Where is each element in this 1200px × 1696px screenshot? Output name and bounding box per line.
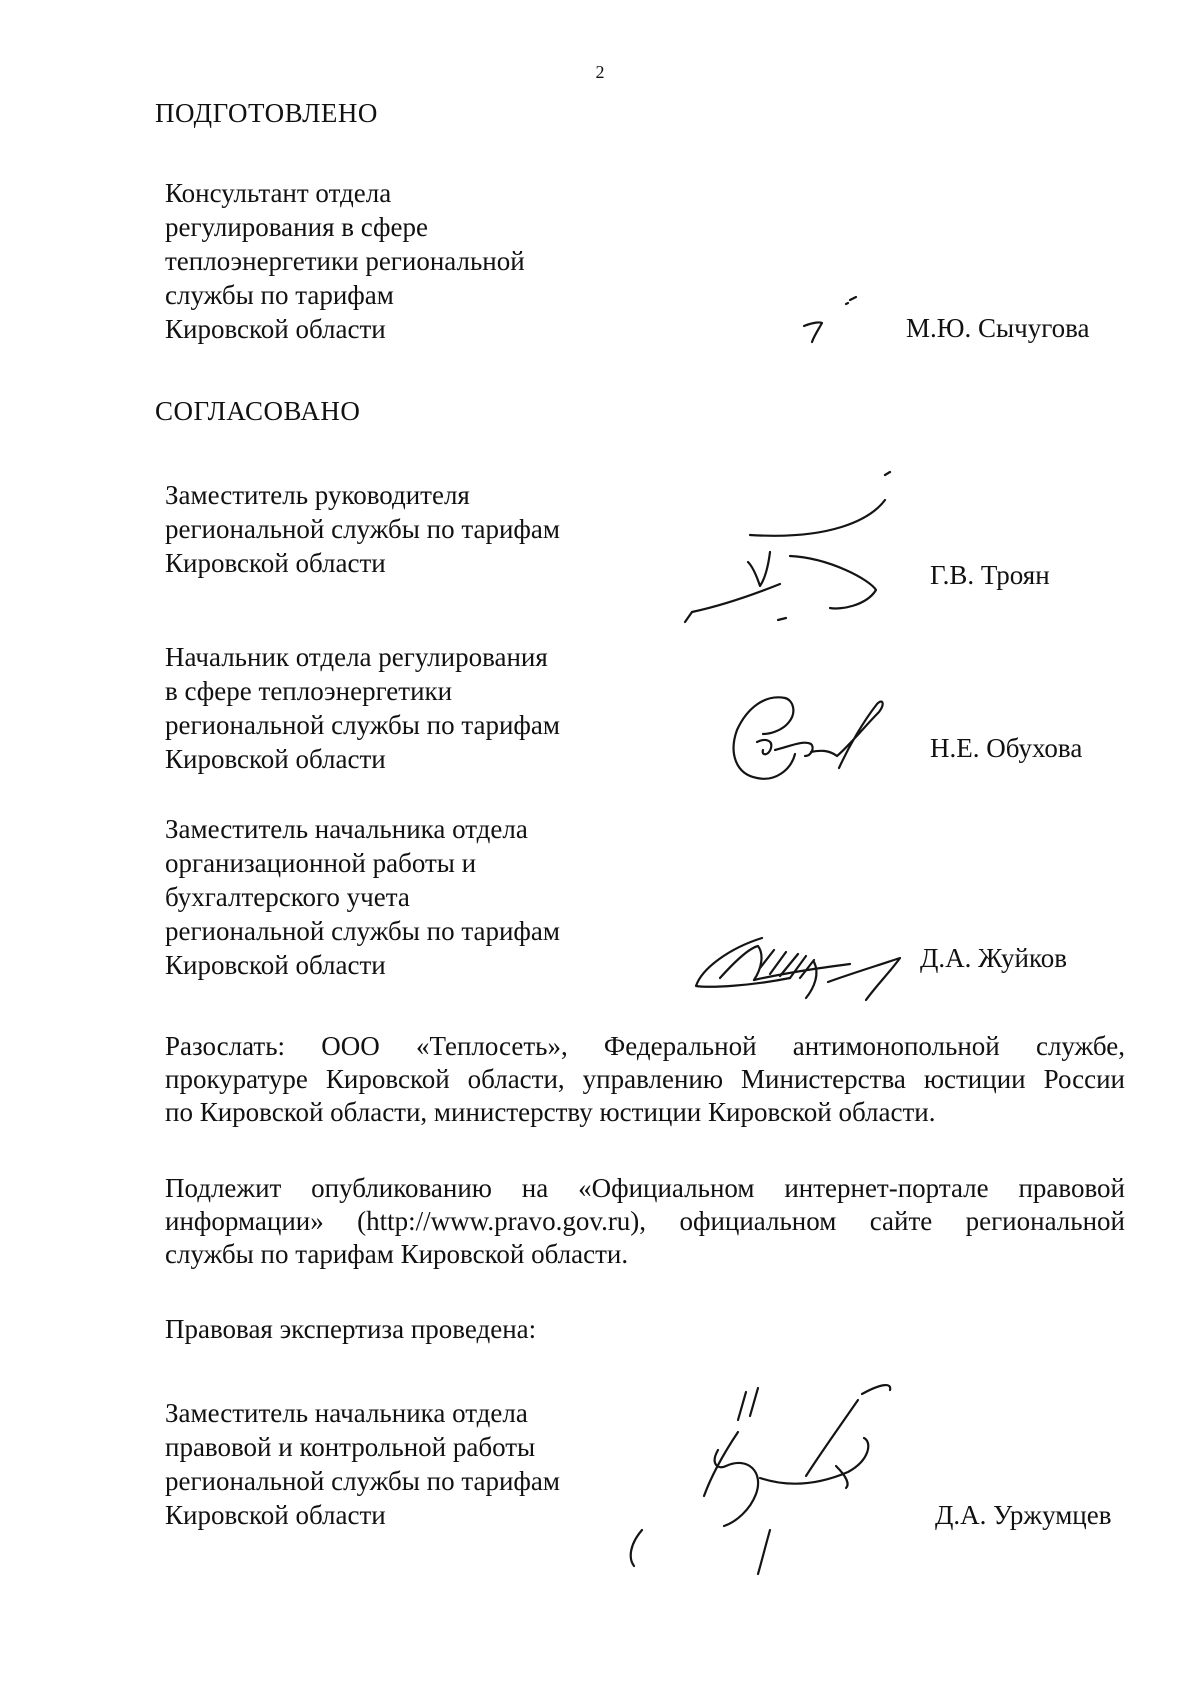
agreed-signer-title-line: организационной работы и bbox=[165, 848, 477, 878]
agreed-heading: СОГЛАСОВАНО bbox=[155, 396, 361, 426]
prepared-title-line: службы по тарифам bbox=[165, 280, 394, 310]
legal-review-title-line: Заместитель начальника отдела bbox=[165, 1398, 528, 1428]
signature-sychugova bbox=[790, 286, 860, 346]
legal-review-title-line: Кировской области bbox=[165, 1500, 386, 1530]
prepared-heading: ПОДГОТОВЛЕНО bbox=[155, 98, 378, 128]
prepared-signer-name: М.Ю. Сычугова bbox=[906, 313, 1090, 343]
distribution-line: по Кировской области, министерству юстиции Кировской области. bbox=[165, 1097, 936, 1127]
agreed-signer-title-line: Кировской области bbox=[165, 548, 386, 578]
signature-zhuikov bbox=[690, 928, 920, 1008]
agreed-signer-title bbox=[165, 640, 560, 776]
agreed-signer-title-line: Заместитель начальника отдела bbox=[165, 814, 528, 844]
publication-line: информации» (http://www.pravo.gov.ru), официальном сайте региональной bbox=[165, 1206, 1125, 1236]
prepared-title bbox=[165, 176, 525, 346]
agreed-signer-title-line: Кировской области bbox=[165, 744, 386, 774]
agreed-signer-title-line: в сфере теплоэнергетики bbox=[165, 676, 453, 706]
publication-line: службы по тарифам Кировской области. bbox=[165, 1239, 629, 1269]
agreed-signer-title-line: бухгалтерского учета bbox=[165, 882, 410, 912]
signature-urzhumtsev bbox=[600, 1380, 960, 1590]
agreed-signer-name: Н.Е. Обухова bbox=[930, 733, 1083, 763]
agreed-signer-title-line: региональной службы по тарифам bbox=[165, 514, 560, 544]
publication-line: Подлежит опубликованию на «Официальном интернет-портале правовой bbox=[165, 1173, 1125, 1203]
signature-troyan bbox=[680, 470, 910, 640]
legal-review-title bbox=[165, 1396, 560, 1532]
agreed-signer-title bbox=[165, 812, 560, 982]
distribution-line: прокуратуре Кировской области, управлению Министерства юстиции России bbox=[165, 1064, 1125, 1094]
legal-review-title-line: региональной службы по тарифам bbox=[165, 1466, 560, 1496]
distribution-paragraph bbox=[165, 1030, 1125, 1129]
agreed-signer-title-line: Начальник отдела регулирования bbox=[165, 642, 548, 672]
signature-obukhova bbox=[725, 690, 905, 790]
distribution-line: Разослать: ООО «Теплосеть», Федеральной антимонопольной службе, bbox=[165, 1031, 1125, 1061]
prepared-title-line: Консультант отдела bbox=[165, 178, 392, 208]
legal-review-label: Правовая экспертиза проведена: bbox=[165, 1314, 537, 1344]
publication-paragraph bbox=[165, 1172, 1125, 1271]
prepared-title-line: Кировской области bbox=[165, 314, 386, 344]
prepared-title-line: теплоэнергетики региональной bbox=[165, 246, 525, 276]
agreed-signer-title-line: Заместитель руководителя bbox=[165, 480, 470, 510]
legal-review-title-line: правовой и контрольной работы bbox=[165, 1432, 536, 1462]
prepared-title-line: регулирования в сфере bbox=[165, 212, 429, 242]
agreed-signer-title-line: региональной службы по тарифам bbox=[165, 916, 560, 946]
agreed-signer-title-line: Кировской области bbox=[165, 950, 386, 980]
legal-review-signer-name: Д.А. Уржумцев bbox=[935, 1500, 1112, 1530]
agreed-signer-name: Д.А. Жуйков bbox=[920, 943, 1067, 973]
page-number: 2 bbox=[595, 62, 605, 82]
agreed-signer-name: Г.В. Троян bbox=[930, 560, 1050, 590]
agreed-signer-title bbox=[165, 478, 560, 580]
agreed-signer-title-line: региональной службы по тарифам bbox=[165, 710, 560, 740]
